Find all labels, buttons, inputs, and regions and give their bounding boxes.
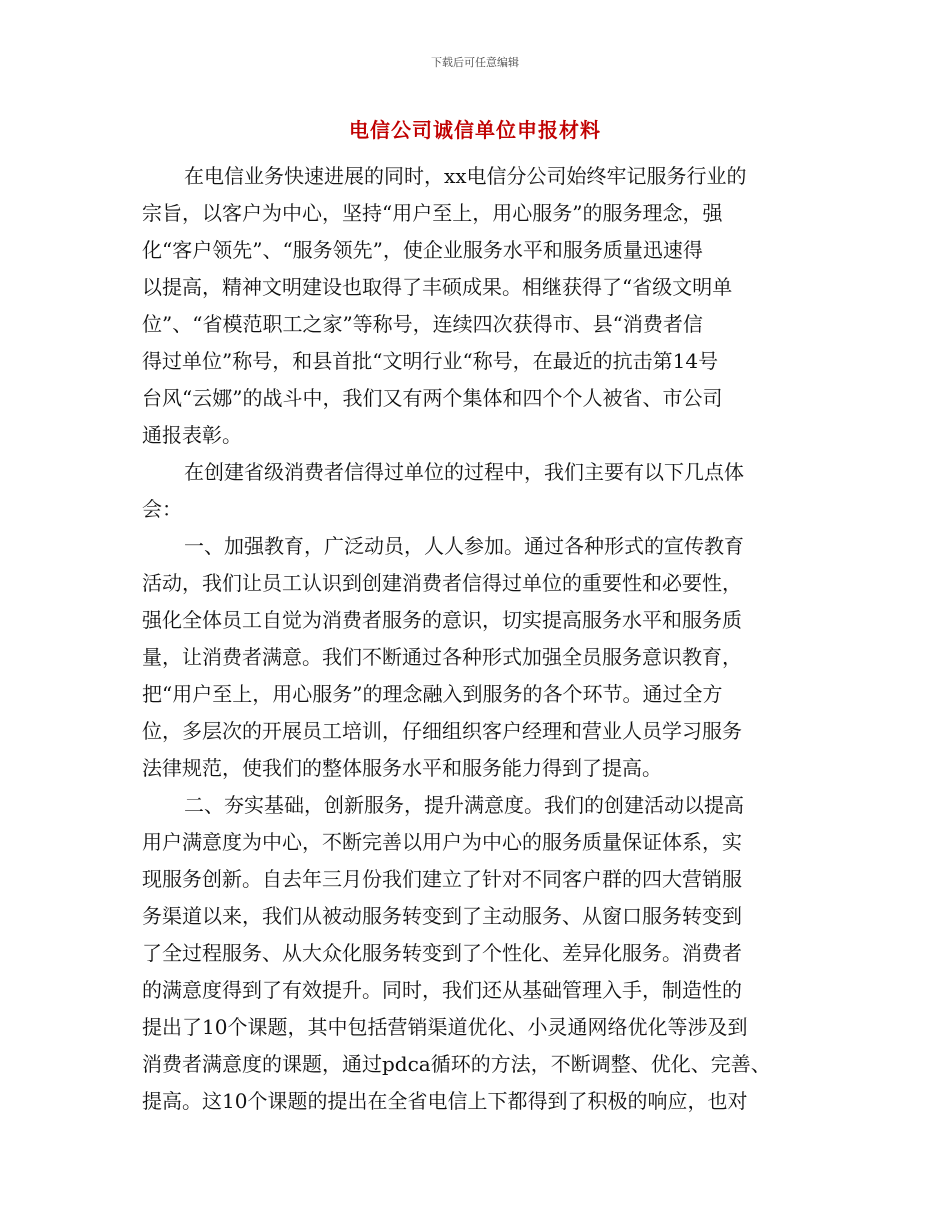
- body-line: 量，让消费者满意。我们不断通过各种形式加强全员服务意识教育，: [142, 645, 742, 669]
- body-line: 台风“云娜”的战斗中，我们又有两个集体和四个个人被省、市公司: [142, 386, 723, 410]
- document-body: [142, 158, 822, 1120]
- body-line: 用户满意度为中心，不断完善以用户为中心的服务质量保证体系，实: [142, 830, 742, 854]
- body-line: 位”、“省模范职工之家”等称号，连续四次获得市、县“消费者信: [142, 312, 703, 336]
- body-line: 的满意度得到了有效提升。同时，我们还从基础管理入手，制造性的: [142, 978, 742, 1002]
- body-line: 强化全体员工自觉为消费者服务的意识，切实提高服务水平和服务质: [142, 608, 742, 632]
- body-line: 现服务创新。自去年三月份我们建立了针对不同客户群的四大营销服: [142, 867, 742, 891]
- body-line: 消费者满意度的课题，通过pdca循环的方法，不断调整、优化、完善、: [142, 1052, 771, 1076]
- body-line: 在创建省级消费者信得过单位的过程中，我们主要有以下几点体: [184, 460, 744, 484]
- body-line: 化“客户领先”、“服务领先”，使企业服务水平和服务质量迅速得: [142, 238, 703, 262]
- body-line: 在电信业务快速进展的同时，xx电信分公司始终牢记服务行业的: [184, 164, 747, 188]
- body-line: 法律规范，使我们的整体服务水平和服务能力得到了提高。: [142, 756, 662, 780]
- body-line: 二、夯实基础，创新服务，提升满意度。我们的创建活动以提高: [184, 793, 744, 817]
- body-line: 把“用户至上，用心服务”的理念融入到服务的各个环节。通过全方: [142, 682, 723, 706]
- body-line: 提高。这10个课题的提出在全省电信上下都得到了积极的响应，也对: [142, 1089, 748, 1113]
- body-line: 位，多层次的开展员工培训，仔细组织客户经理和营业人员学习服务: [142, 719, 742, 743]
- body-line: 得过单位”称号，和县首批“文明行业“称号，在最近的抗击第14号: [142, 349, 719, 373]
- document-title: 电信公司诚信单位申报材料: [349, 118, 601, 142]
- body-line: 提出了10个课题，其中包括营销渠道优化、小灵通网络优化等涉及到: [142, 1015, 748, 1039]
- body-line: 宗旨，以客户为中心，坚持“用户至上，用心服务”的服务理念，强: [142, 201, 723, 225]
- body-line: 会：: [142, 497, 182, 521]
- body-line: 了全过程服务、从大众化服务转变到了个性化、差异化服务。消费者: [142, 941, 742, 965]
- body-line: 通报表彰。: [142, 423, 242, 447]
- header-note: 下载后可任意编辑: [431, 56, 519, 69]
- body-line: 务渠道以来，我们从被动服务转变到了主动服务、从窗口服务转变到: [142, 904, 742, 928]
- body-line: 活动，我们让员工认识到创建消费者信得过单位的重要性和必要性，: [142, 571, 742, 595]
- body-line: 以提高，精神文明建设也取得了丰硕成果。相继获得了“省级文明单: [142, 275, 733, 299]
- body-line: 一、加强教育，广泛动员，人人参加。通过各种形式的宣传教育: [184, 534, 744, 558]
